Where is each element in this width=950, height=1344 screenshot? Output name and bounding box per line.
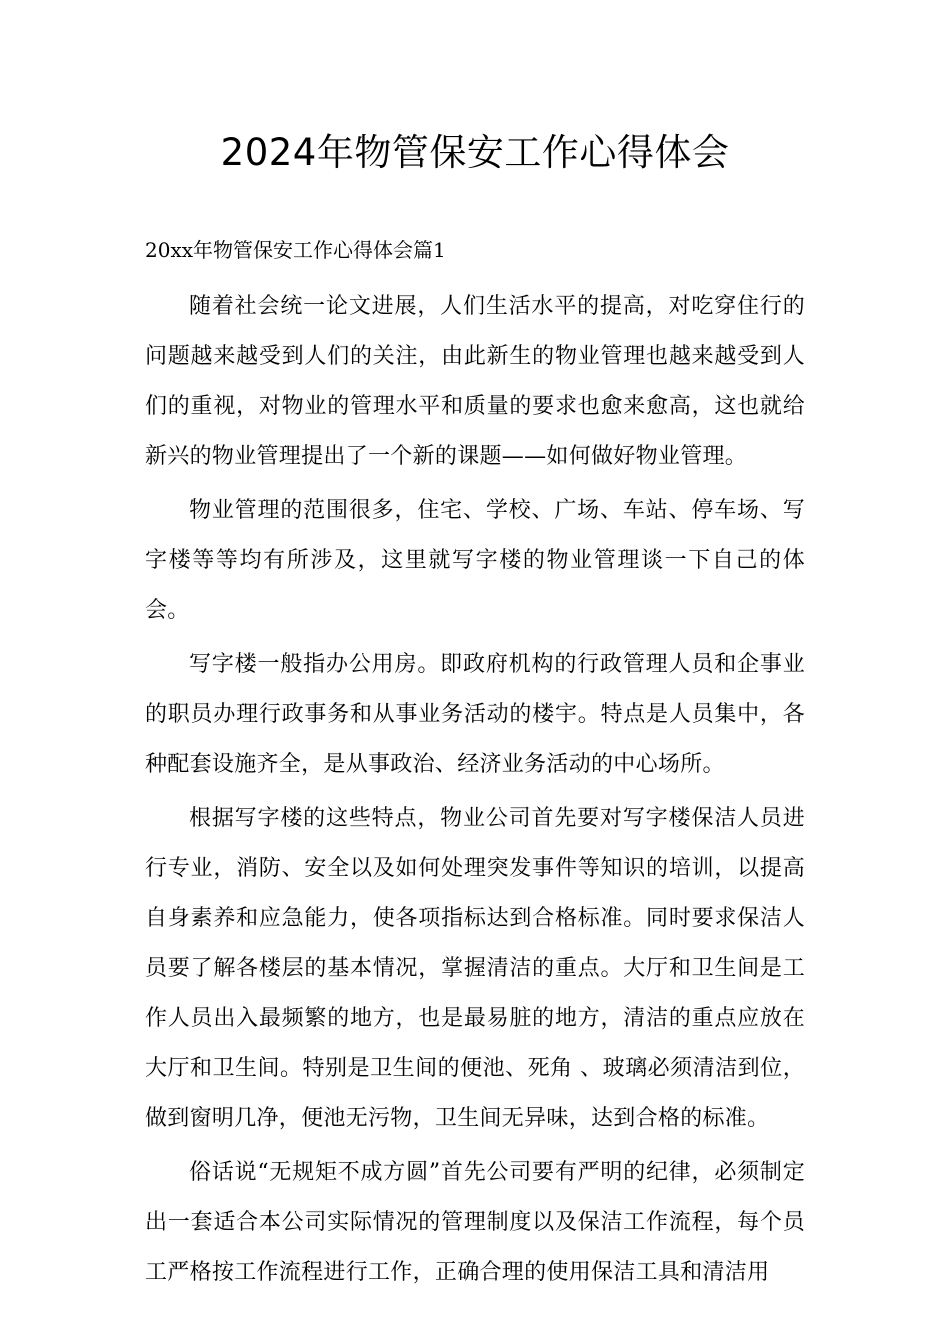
paragraph-2: 物业管理的范围很多，住宅、学校、广场、车站、停车场、写字楼等等均有所涉及，这里就写字楼的物业管理谈一下自己的体会。 bbox=[145, 498, 805, 623]
document-title: 2024年物管保安工作心得体会 bbox=[220, 131, 730, 174]
paragraph-5: 俗话说“无规矩不成方圆”首先公司要有严明的纪律，必须制定出一套适合本公司实际情况的管理制度以及保洁工作流程，每个员工严格按工作流程进行工作，正确合理的使用保洁工具和清洁用 bbox=[145, 1160, 805, 1285]
section-heading: 20xx年物管保安工作心得体会篇1 bbox=[145, 238, 446, 262]
paragraph-3: 写字楼一般指办公用房。即政府机构的行政管理人员和企事业的职员办理行政事务和从事业务活动的楼宇。特点是人员集中，各种配套设施齐全，是从事政治、经济业务活动的中心场所。 bbox=[145, 652, 805, 777]
paragraph-4: 根据写字楼的这些特点，物业公司首先要对写字楼保洁人员进行专业，消防、安全以及如何处理突发事件等知识的培训，以提高自身素养和应急能力，使各项指标达到合格标准。同时要求保洁人员要了解各楼层的基本情况，掌握清洁的重点。大厅和卫生间是工作人员出入最频繁的地方，也是最易脏的地方，清洁的重点应放在大厅和卫生间。特别是卫生间的便池、死角 、玻璃必须清洁到位，做到窗明几净，便池无污物，卫生间无异味，达到合格的标准。 bbox=[145, 806, 805, 1131]
document-body bbox=[145, 225, 805, 1302]
paragraph-1: 随着社会统一论文进展，人们生活水平的提高，对吃穿住行的问题越来越受到人们的关注，由此新生的物业管理也越来越受到人们的重视，对物业的管理水平和质量的要求也愈来愈高，这也就给新兴的物业管理提出了一个新的课题——如何做好物业管理。 bbox=[145, 294, 805, 469]
